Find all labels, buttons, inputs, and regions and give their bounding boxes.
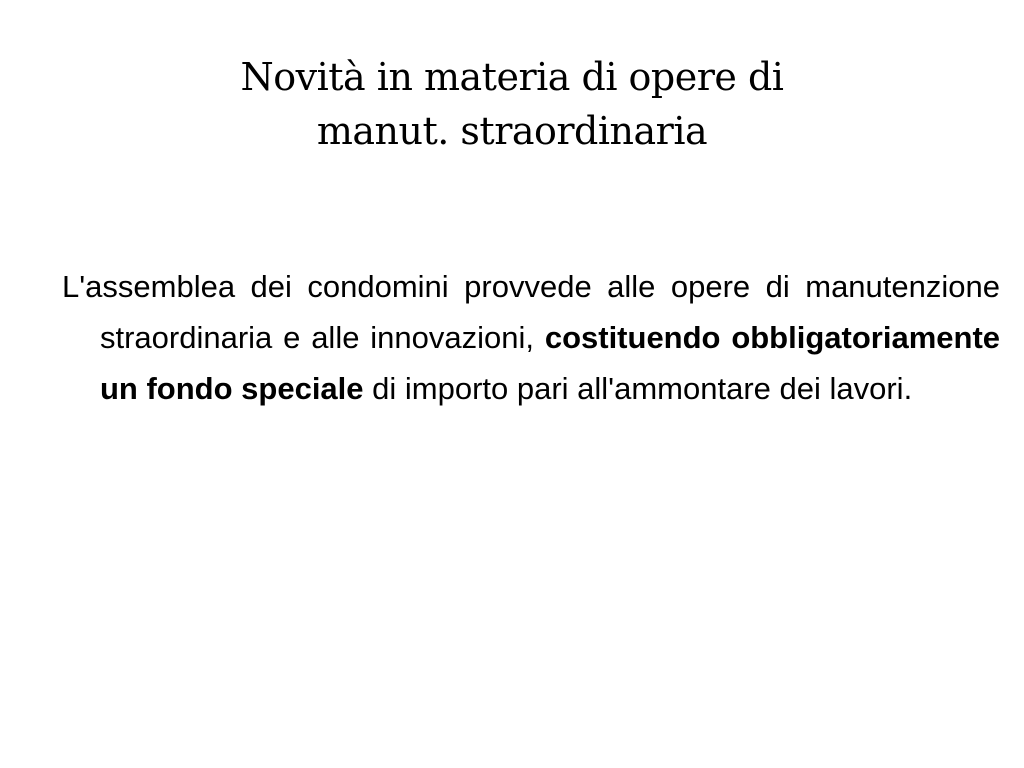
paragraph-bold-text: costituendo obbligatoriamente un fondo speciale bbox=[100, 320, 1001, 406]
slide-title bbox=[112, 50, 912, 158]
paragraph-text-start: L'assemblea dei condomini provvede alle opere di manutenzione straordinaria e alle innovazioni, bbox=[62, 269, 1000, 355]
paragraph-text-end: di importo pari all'ammontare dei lavori. bbox=[363, 371, 913, 406]
body-paragraph bbox=[62, 261, 1000, 414]
slide-title-line-2: manut. straordinaria bbox=[316, 109, 708, 153]
slide-title-line-1: Novità in materia di opere di bbox=[240, 55, 784, 99]
